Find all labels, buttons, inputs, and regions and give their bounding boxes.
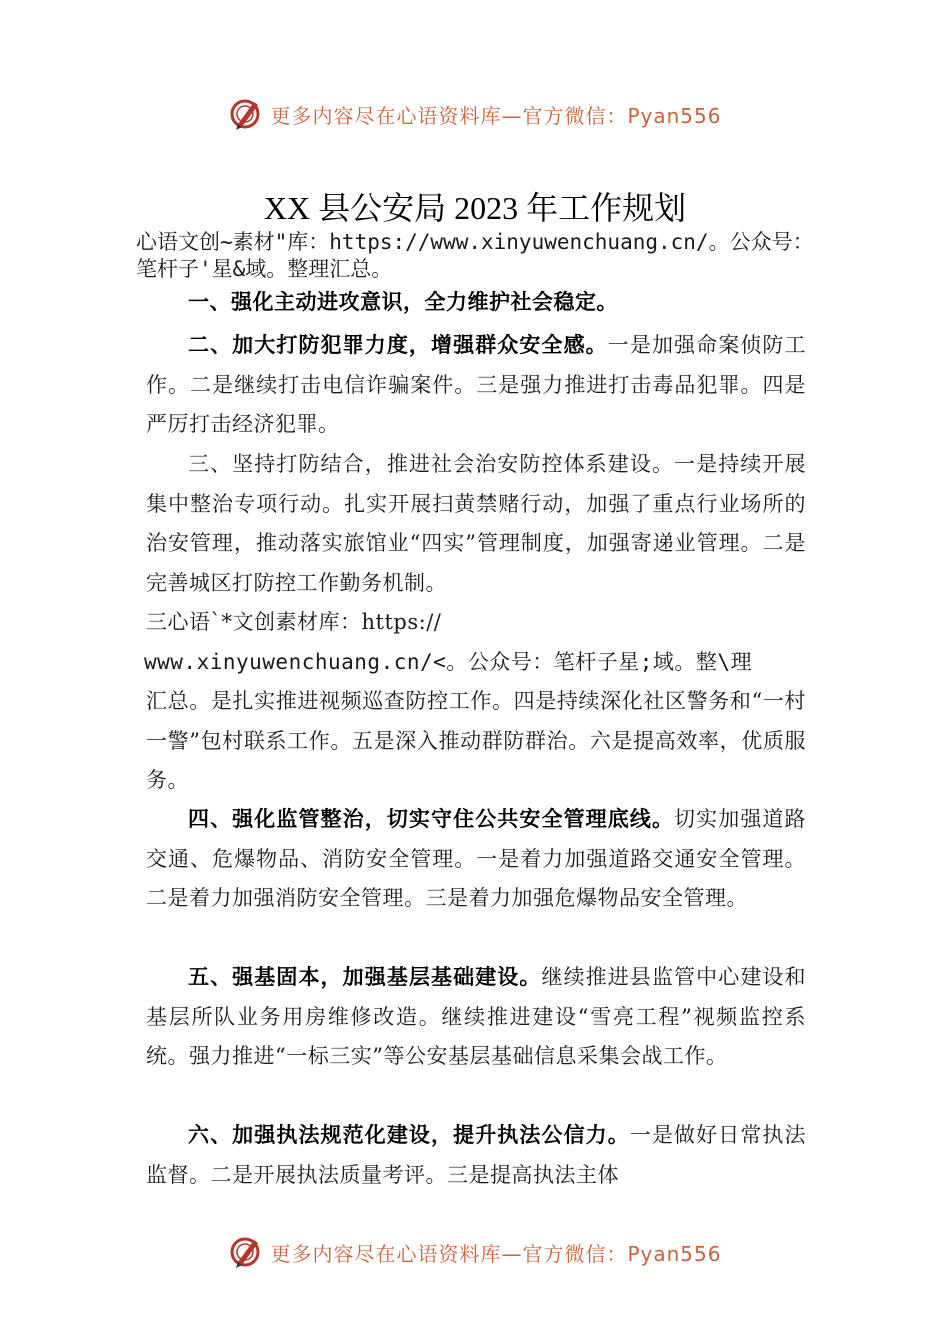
section-6-text: 一是做好日常执法监督。二是开展执法质量考评。三是提高执法主体 [146, 1123, 807, 1187]
section-3-text-c: www.xinyuwenchuang.cn/<。公众号：笔杆子星;域。整\理 [144, 649, 753, 674]
section-6 [146, 1116, 806, 1195]
section-5-text: 继续推进县监管中心建设和基层所队业务用房维修改造。继续推进建设“雪亮工程”视频监控系统。强力推进“一标三实”等公安基层基础信息采集会战工作。 [146, 965, 807, 1068]
document-title: XX 县公安局 2023 年工作规划 [263, 190, 687, 226]
footer-banner [0, 1230, 950, 1274]
section-2 [146, 326, 806, 445]
section-4-heading: 四、强化监管整治，切实守住公共安全管理底线。 [188, 807, 675, 831]
header-banner [0, 92, 950, 136]
section-6-heading: 六、加强执法规范化建设，提升执法公信力。 [188, 1123, 630, 1147]
section-3 [146, 445, 806, 801]
section-2-text: 一是加强命案侦防工作。二是继续打击电信诈骗案件。三是强力推进打击毒品犯罪。四是严厉打击经济犯罪。 [146, 333, 807, 436]
section-4 [146, 800, 806, 919]
section-4-text: 切实加强道路交通、危爆物品、消防安全管理。一是着力加强道路交通安全管理。二是着力加强消防安全管理。三是着力加强危爆物品安全管理。 [146, 807, 807, 910]
section-3-text-a: 三、坚持打防结合，推进社会治安防控体系建设。一是持续开展集中整治专项行动。扎实开展扫黄禁赌行动，加强了重点行业场所的治安管理，推动落实旅馆业“四实”管理制度，加强寄递业管理。二是完善城区打防控工作勤务机制。 [146, 452, 806, 595]
source-line: 心语文创~素材"库：https://www.xinyuwenchuang.cn/。公众号：笔杆子'星&域。整理汇总。 [136, 230, 814, 281]
section-5-heading: 五、强基固本，加强基层基础建设。 [188, 965, 542, 989]
section-3-text-b: 三心语`*文创素材库：https:// [146, 610, 442, 634]
section-1 [146, 283, 806, 323]
footer-banner-text: 更多内容尽在心语资料库—官方微信：Pyan556 [270, 1241, 722, 1266]
pen-logo-icon [228, 96, 264, 132]
section-2-heading: 二、加大打防犯罪力度，增强群众安全感。 [188, 333, 608, 357]
section-3-text-d: 汇总。是扎实推进视频巡查防控工作。四是持续深化社区警务和“一村一警”包村联系工作。五是深入推动群防群治。六是提高效率，优质服务。 [146, 689, 806, 792]
pen-logo-icon [228, 1234, 264, 1270]
header-banner-text: 更多内容尽在心语资料库—官方微信：Pyan556 [270, 103, 722, 128]
section-5 [146, 958, 806, 1077]
section-1-heading: 一、强化主动进攻意识，全力维护社会稳定。 [188, 290, 618, 314]
